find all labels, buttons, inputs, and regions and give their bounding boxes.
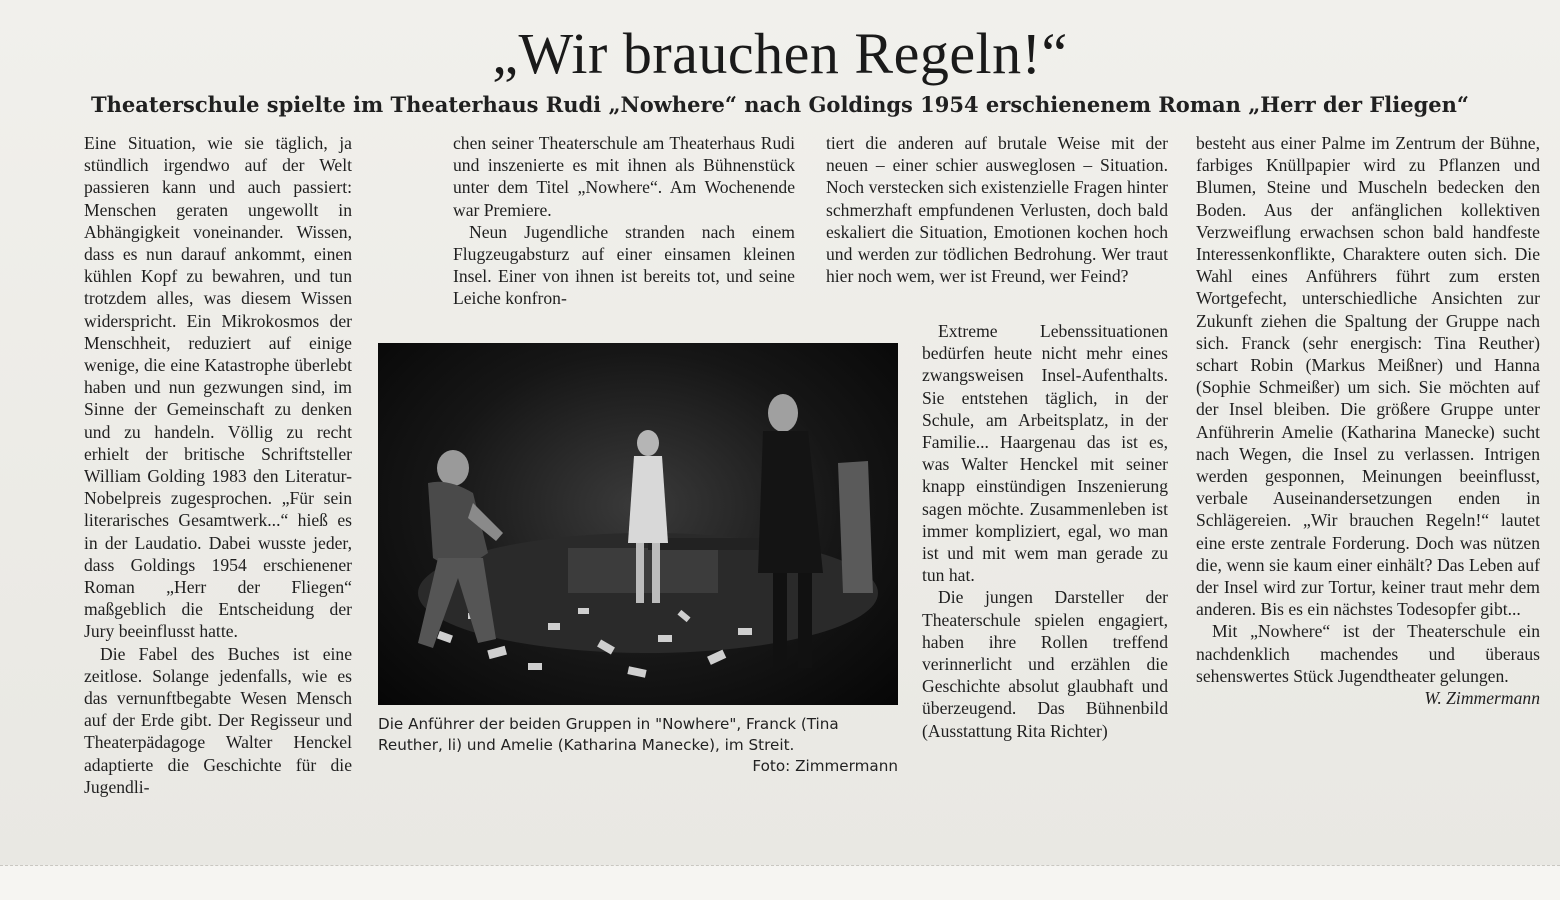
paragraph: Eine Situation, wie sie täglich, ja stündlich irgendwo auf der Welt passieren kann und auch passiert: Menschen geraten ungewollt in Abhängigkeit voneinander. Wissen, dass es nun darauf ankommt, einen kühlen Kopf zu bewahren, und tun trotzdem alles, was diesem Wissen widerspricht. Ein Mikrokosmos der Menschheit, reduziert auf einige wenige, die eine Katastrophe überlebt haben und nun gezwungen sind, im Sinne der Gemeinschaft zu denken und zu handeln. Völlig zu recht erhielt der britische Schriftsteller William Golding 1983 den Literatur-Nobelpreis zugesprochen. „Für sein literarisches Gesamtwerk...“ hieß es in der Laudatio. Dabei wusste jeder, dass Goldings 1954 erschienener Roman „Herr der Fliegen“ maßgeblich die Entscheidung der Jury beeinflusst hatte. bbox=[84, 133, 352, 642]
closing-sentence: Mit „Nowhere“ ist der Theaterschule ein nachdenklich machendes und überaus sehenswertes Stück Jugendtheater gelungen. bbox=[1196, 621, 1540, 686]
article-column-4 bbox=[1196, 132, 1540, 709]
paragraph: tiert die anderen auf brutale Weise mit der neuen – einer schier ausweglosen – Situation. Noch verstecken sich existenzielle Fragen hinter schmerzhaft empfundenen Verlusten, doch bald eskaliert die Situation, Emotionen kochen hoch und werden zur tödlichen Bedrohung. Wer traut hier noch wem, wer ist Freund, wer Feind? bbox=[826, 133, 1168, 287]
paragraph: Extreme Lebenssituationen bedürfen heute nicht mehr eines zwangsweisen Insel-Aufenthalts. Sie entstehen täglich, in der Schule, am Arbeitsplatz, in der Familie... Haargenau das ist es, was Walter Henckel mit seiner knapp einstündigen Inszenierung sagen möchte. Zusammenleben ist immer kompliziert, egal, wo man ist und mit wem man gerade zu tun hat. bbox=[922, 321, 1168, 586]
subheadline: Theaterschule spielte im Theaterhaus Rudi „Nowhere“ nach Goldings 1954 erschienenem Roman „Herr der Fliegen“ bbox=[91, 92, 1469, 117]
article-column-3 bbox=[826, 132, 1168, 287]
paragraph: chen seiner Theaterschule am Theaterhaus Rudi und inszenierte es mit ihnen als Bühnenstück unter dem Titel „Nowhere“. Am Wochenende war Premiere. bbox=[453, 133, 795, 220]
article-column-1 bbox=[84, 132, 352, 798]
caption-text: Die Anführer der beiden Gruppen in "Nowhere", Franck (Tina Reuther, li) und Amelie (Katharina Manecke), im Streit. bbox=[378, 715, 839, 754]
paragraph: Die Fabel des Buches ist eine zeitlose. Solange jedenfalls, wie es das vernunftbegabte Wesen Mensch auf der Erde gibt. Der Regisseur und Theaterpädagoge Walter Henckel adaptierte die Geschichte für die Jugendli- bbox=[84, 643, 352, 797]
headline: „Wir brauchen Regeln!“ bbox=[492, 21, 1068, 86]
photo-credit: Foto: Zimmermann bbox=[752, 757, 898, 775]
paragraph bbox=[1196, 620, 1540, 709]
paragraph: besteht aus einer Palme im Zentrum der Bühne, farbiges Knüllpapier wird zu Pflanzen und Blumen, Steine und Muscheln bedecken den Boden. Aus der anfänglichen kollektiven Verzweiflung erwachsen schon bald handfeste Interessenkonflikte, Charaktere outen sich. Die Wahl eines Anführers führt zum ersten Wortgefecht, unterschiedliche Ansichten zur Zukunft ziehen die Spaltung der Gruppe nach sich. Franck (sehr energisch: Tina Reuther) schart Robin (Markus Meißner) und Hanna (Sophie Schmeißer) um sich. Sie möchten auf der Insel bleiben. Die größere Gruppe unter Anführerin Amelie (Katharina Manecke) sucht nach Wegen, die Insel zu verlassen. Intrigen werden gesponnen, Meinungen beeinflusst, verbale Auseinandersetzungen enden in Schlägereien. „Wir brauchen Regeln!“ lautet eine erste zentrale Forderung. Doch was nützen die, wenn sie kaum einer einhält? Das Leben auf der Insel wird zur Tortur, keiner traut mehr dem anderen. Bis es ein nächstes Todesopfer gibt... bbox=[1196, 133, 1540, 620]
paragraph: Die jungen Darsteller der Theaterschule spielen engagiert, haben ihre Rollen treffend verinnerlicht und erzählen die Geschichte absolut glaubhaft und überzeugend. Das Bühnenbild (Ausstattung Rita Richter) bbox=[922, 587, 1168, 741]
article-column-2 bbox=[453, 132, 795, 310]
photo-caption bbox=[378, 714, 898, 775]
stage-photo-illustration bbox=[378, 343, 898, 705]
article-column-3-lower bbox=[922, 320, 1168, 742]
author-byline: W. Zimmermann bbox=[1424, 688, 1540, 709]
stage-photo bbox=[378, 343, 898, 705]
paragraph: Neun Jugendliche stranden nach einem Flugzeugabsturz auf einer einsamen kleinen Insel. Einer von ihnen ist bereits tot, und seine Leiche konfron- bbox=[453, 221, 795, 309]
